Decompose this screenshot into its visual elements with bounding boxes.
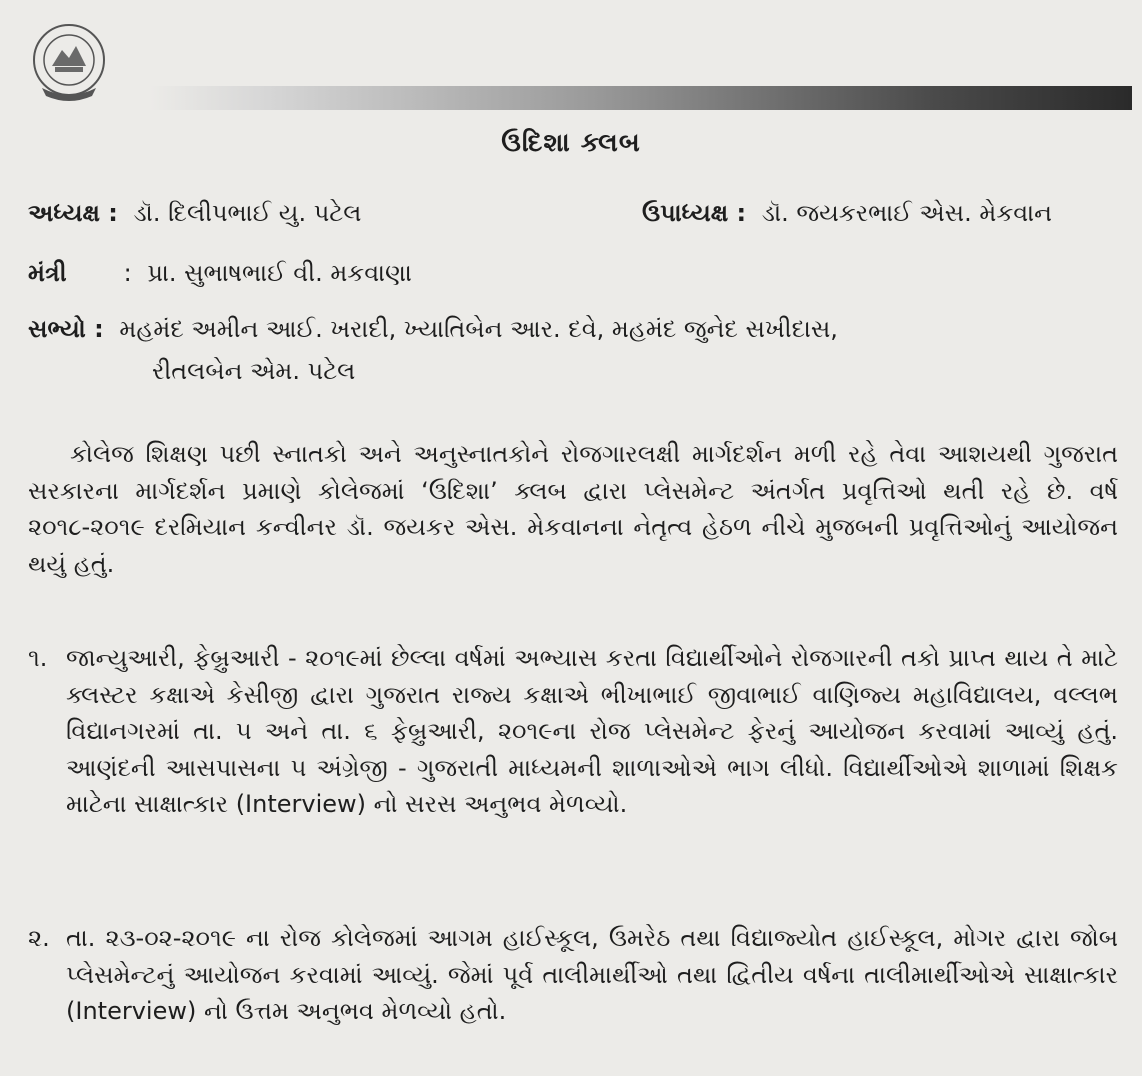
list-item-1 xyxy=(28,640,1118,823)
list-item-text: તા. ૨૩-૦૨-૨૦૧૯ ના રોજ કોલેજમાં આગમ હાઈસ્કૂલ, ઉમરેઠ તથા વિદ્યાજ્યોત હાઈસ્કૂલ, મોગર દ્વારા જોબ પ્લેસમેન્ટનું આયોજન કરવામાં આવ્યું. જેમાં પૂર્વ તાલીમાર્થીઓ તથા દ્વિતીય વર્ષના તાલીમાર્થીઓએ સાક્ષાત્કાર (Interview) નો ઉત્તમ અનુભવ મેળવ્યો હતો. xyxy=(66,924,1118,1025)
members-line-1: મહમંદ અમીન આઈ. ખરાદી, ખ્યાતિબેન આર. દવે, મહમંદ જુનેદ સખીદાસ, xyxy=(119,315,838,343)
vice-president-name: ડૉ. જયકરભાઈ એસ. મેકવાન xyxy=(761,199,1052,227)
president-label: અધ્યક્ષ : xyxy=(28,199,118,227)
list-item-number: ૨. xyxy=(28,924,50,952)
secretary-name: પ્રા. સુભાષભાઈ વી. મકવાણા xyxy=(147,259,412,287)
header-gradient-bar xyxy=(150,86,1132,110)
vice-president-row xyxy=(642,196,1052,230)
list-item-number: ૧. xyxy=(28,644,48,672)
secretary-label: મંત્રી xyxy=(28,259,67,287)
president-row xyxy=(28,196,361,230)
vice-president-label: ઉપાધ્યક્ષ : xyxy=(642,199,747,227)
list-item-text: જાન્યુઆરી, ફેબ્રુઆરી - ૨૦૧૯માં છેલ્લા વર્ષમાં અભ્યાસ કરતા વિદ્યાર્થીઓને રોજગારની તકો પ્રાપ્ત થાય તે માટે ક્લસ્ટર કક્ષાએ કેસીજી દ્વારા ગુજરાત રાજ્ય કક્ષાએ ભીખાભાઈ જીવાભાઈ વાણિજ્ય મહાવિદ્યાલય, વલ્લભ વિદ્યાનગરમાં તા. ૫ અને તા. ૬ ફેબ્રુઆરી, ૨૦૧૯ના રોજ પ્લેસમેન્ટ ફેરનું આયોજન કરવામાં આવ્યું હતું. આણંદની આસપાસના ૫ અંગ્રેજી - ગુજરાતી માધ્યમની શાળાઓએ ભાગ લીધો. વિદ્યાર્થીઓએ શાળામાં શિક્ષક માટેના સાક્ષાત્કાર (Interview) નો સરસ અનુભવ મેળવ્યો. xyxy=(66,644,1118,818)
intro-paragraph: કોલેજ શિક્ષણ પછી સ્નાતકો અને અનુસ્નાતકોને રોજગારલક્ષી માર્ગદર્શન મળી રહે તેવા આશયથી ગુજરાત સરકારના માર્ગદર્શન પ્રમાણે કોલેજમાં ‘ઉદિશા’ ક્લબ દ્વારા પ્લેસમેન્ટ અંતર્ગત પ્રવૃત્તિઓ થતી રહે છે. વર્ષ ૨૦૧૮-૨૦૧૯ દરમિયાન કન્વીનર ડૉ. જયકર એસ. મેકવાનના નેતૃત્વ હેઠળ નીચે મુજબની પ્રવૃત્તિઓનું આયોજન થયું હતું. xyxy=(28,440,1118,578)
president-name: ડૉ. દિલીપભાઈ યુ. પટેલ xyxy=(133,199,362,227)
members-row xyxy=(28,312,838,346)
members-line-2-row xyxy=(152,354,355,388)
college-seal-logo xyxy=(30,22,108,104)
list-item-2 xyxy=(28,920,1118,1030)
secretary-colon: : xyxy=(123,259,132,287)
secretary-row xyxy=(28,256,412,290)
page-title: ઉદિશા ક્લબ xyxy=(501,128,641,158)
members-label: સભ્યો : xyxy=(28,315,104,343)
members-line-2: રીતલબેન એમ. પટેલ xyxy=(152,357,356,385)
